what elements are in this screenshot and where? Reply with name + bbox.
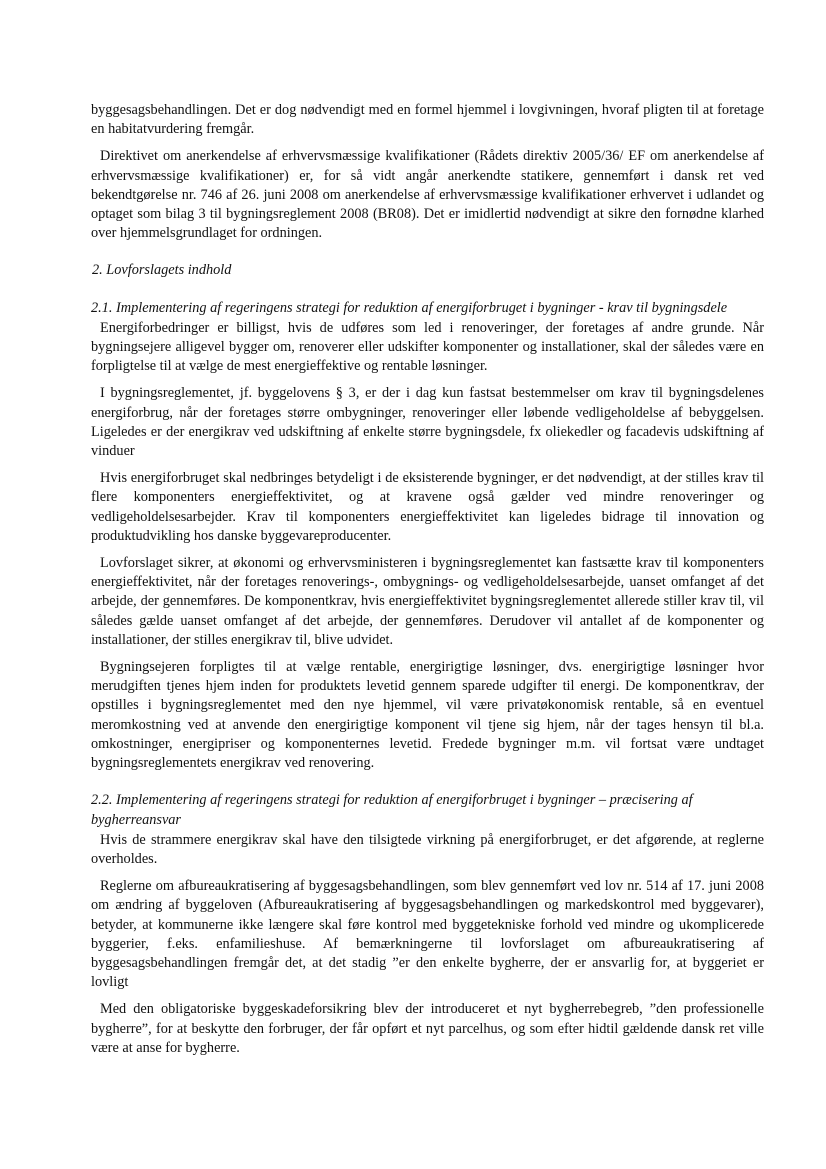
section-heading-2-1: 2.1. Implementering af regeringens strategi for reduktion af energiforbruget i bygninger - krav til bygningsdele: [91, 299, 728, 316]
paragraph-intro-1: byggesagsbehandlingen. Det er dog nødvendigt med en formel hjemmel i lovgivningen, hvoraf pligten til at foretage en habitatvurdering fremgår.: [91, 102, 764, 138]
paragraph-2-1-4: Lovforslaget sikrer, at økonomi og erhvervsministeren i bygningsreglementet kan fastsætte krav til komponenters energieffektivitet, når der foretages renoverings-, ombygnings- og vedligeholdelsesarbejde, uanset omfanget af det arbejde, der gennemføres. De komponentkrav, hvis energieffektivitet bygningsreglementet allerede stiller krav til, vil således gælde uanset omfanget af det arbejde, der gennemføres. Derudover vil antallet af de komponenter og installationer, der stilles energikrav til, blive udvidet.: [91, 555, 764, 648]
paragraph-2-1-3: Hvis energiforbruget skal nedbringes betydeligt i de eksisterende bygninger, er det nødvendigt, at der stilles krav til flere komponenters energieffektivitet, og at kravene også gælder ved mindre renoveringer og vedligeholdelsesarbejder. Krav til komponenters energieffektivitet kan ligeledes bidrage til innovation og produktudvikling hos danske byggevareproducenter.: [91, 470, 764, 544]
paragraph-intro-2: Direktivet om anerkendelse af erhvervsmæssige kvalifikationer (Rådets direktiv 2005/36/ EF om anerkendelse af erhvervsmæssige kvalifikationer) er, for så vidt angår anerkendte statikere, gennemført i dansk ret ved bekendtgørelse nr. 746 af 26. juni 2008 om anerkendelse af erhvervsmæssige kvalifikationer erhvervet i udlandet og optaget som bilag 3 til bygningsreglement 2008 (BR08). Det er imidlertid nødvendigt at sikre den fornødne klarhed over hjemmelsgrundlaget for ordningen.: [91, 148, 764, 242]
paragraph-2-2-3: Med den obligatoriske byggeskadeforsikring blev der introduceret et nyt bygherrebegreb, ”den professionelle bygherre”, for at beskytte den forbruger, der får opført et nyt parcelhus, og som efter hidtil gældende dansk ret ville være at anse for bygherre.: [91, 1001, 764, 1056]
paragraph-2-2-2: Reglerne om afbureaukratisering af byggesagsbehandlingen, som blev gennemført ved lov nr. 514 af 17. juni 2008 om ændring af byggeloven (Afbureaukratisering af byggesagsbehandlingen og markedskontrol med byggevarer), betyder, at kommunerne ikke længere skal føre kontrol med byggetekniske forhold ved mindre og ukomplicerede byggerier, f.eks. enfamilieshuse. Af bemærkningerne til lovforslaget om afbureaukratisering af byggesagsbehandlingen fremgår det, at det stadig ”er den enkelte bygherre, der er ansvarlig for, at byggeriet er lovligt: [91, 878, 764, 991]
document-page: [91, 101, 764, 1066]
section-heading-2: 2. Lovforslagets indhold: [92, 262, 232, 279]
section-heading-2-2: 2.2. Implementering af regeringens strategi for reduktion af energiforbruget i bygninger – præcisering af bygherreansvar: [91, 792, 693, 828]
paragraph-2-1-1: Energiforbedringer er billigst, hvis de udføres som led i renoveringer, der foretages af andre grunde. Når bygningsejere alligevel bygger om, renoverer eller udskifter komponenter og installationer, skal der således være en forpligtelse til at vælge de mest energieffektive og rentable løsninger.: [91, 319, 764, 375]
paragraph-2-2-1: Hvis de strammere energikrav skal have den tilsigtede virkning på energiforbruget, er det afgørende, at reglerne overholdes.: [91, 831, 764, 867]
paragraph-2-1-2: I bygningsreglementet, jf. byggelovens § 3, er der i dag kun fastsat bestemmelser om krav til bygningsdelenes energiforbrug, når der foretages større ombygninger, renoveringer eller løbende vedligeholdelse af bebyggelsen. Ligeledes er der energikrav ved udskiftning af enkelte større bygningsdele, fx oliekedler og facadevis udskiftning af vinduer: [91, 385, 764, 460]
paragraph-2-1-5: Bygningsejeren forpligtes til at vælge rentable, energirigtige løsninger, dvs. energirigtige løsninger hvor merudgiften tjenes hjem inden for produktets levetid gennem sparede udgifter til energi. De komponentkrav, der opstilles i bygningsreglementet med den nye hjemmel, vil være privatøkonomisk rentable, så en eventuel meromkostning ved at anvende den energirigtige komponent vil tjene sig hjem, når der tages hensyn til bl.a. omkostninger, energipriser og komponenternes levetid. Fredede bygninger m.m. vil fortsat være undtaget bygningsreglementets energikrav ved renovering.: [91, 659, 764, 772]
